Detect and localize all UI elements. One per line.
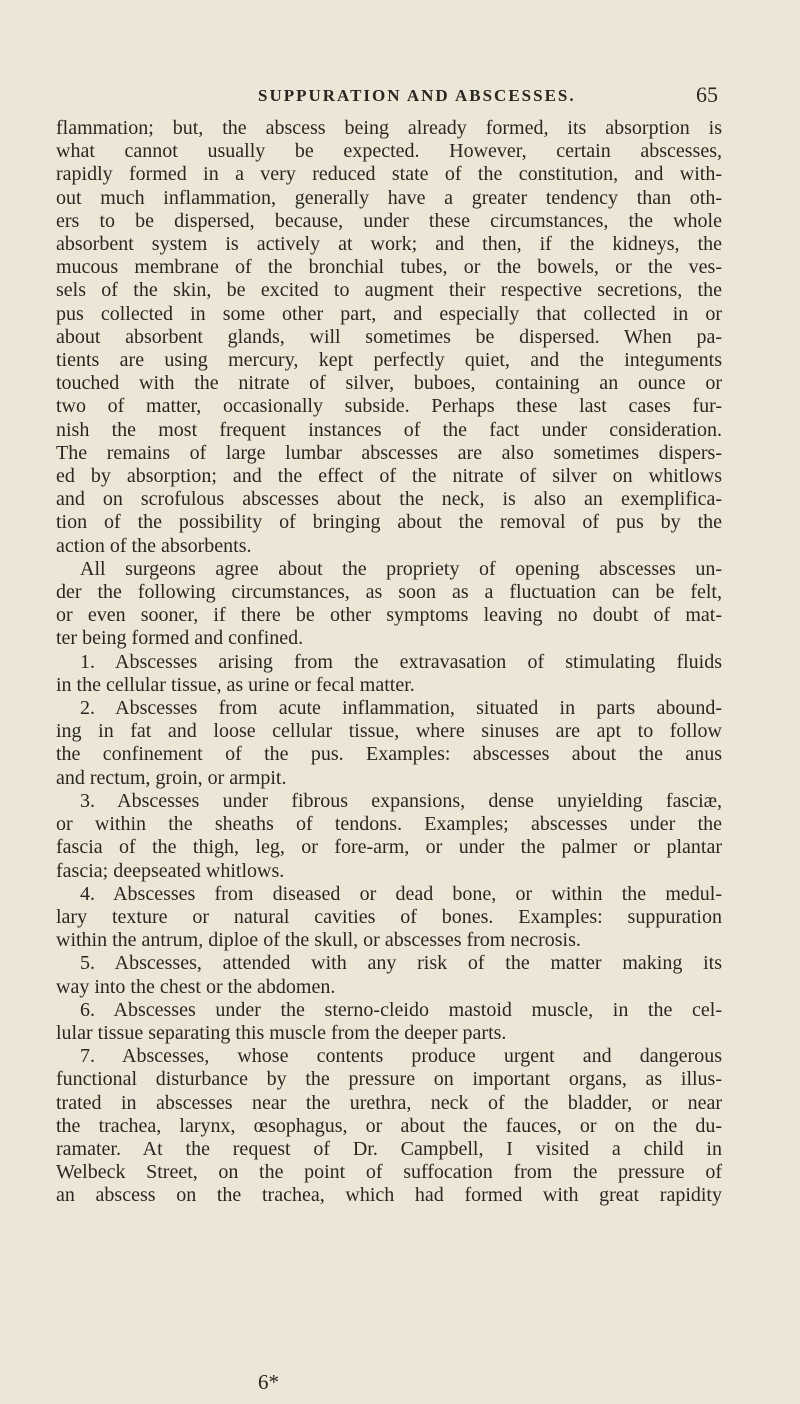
text-line: about absorbent glands, will sometimes be dispersed. When pa-: [56, 325, 722, 348]
text-line: der the following circumstances, as soon as a fluctuation can be felt,: [56, 581, 722, 604]
text-line: or within the sheaths of tendons. Examples; abscesses under the: [56, 813, 722, 836]
text-line: ing in fat and loose cellular tissue, where sinuses are apt to follow: [56, 720, 722, 743]
text-line: way into the chest or the abdomen.: [56, 975, 336, 998]
signature-mark: 6*: [258, 1370, 279, 1394]
text-line: an abscess on the trachea, which had formed with great rapidity: [56, 1184, 722, 1207]
text-line: action of the absorbents.: [56, 534, 252, 557]
text-line: two of matter, occasionally subside. Perhaps these last cases fur-: [56, 395, 722, 418]
text-line: 6. Abscesses under the sterno-cleido mastoid muscle, in the cel-: [80, 998, 722, 1021]
text-line: 7. Abscesses, whose contents produce urgent and dangerous: [80, 1045, 722, 1068]
text-line: the trachea, larynx, œsophagus, or about the fauces, or on the du-: [56, 1114, 722, 1137]
text-line: fascia of the thigh, leg, or fore-arm, or under the palmer or plantar: [56, 836, 722, 859]
text-line: lular tissue separating this muscle from the deeper parts.: [56, 1021, 507, 1044]
running-title: SUPPURATION AND ABSCESSES.: [258, 86, 576, 105]
text-line: touched with the nitrate of silver, buboes, containing an ounce or: [56, 372, 722, 395]
text-line: 1. Abscesses arising from the extravasation of stimulating fluids: [80, 650, 722, 673]
text-line: tion of the possibility of bringing about the removal of pus by the: [56, 511, 722, 534]
text-line: ed by absorption; and the effect of the nitrate of silver on whitlows: [56, 465, 722, 488]
text-line: The remains of large lumbar abscesses are also sometimes dispers-: [56, 441, 722, 464]
text-line: All surgeons agree about the propriety of opening abscesses un-: [80, 557, 722, 580]
text-line: out much inflammation, generally have a greater tendency than oth-: [56, 186, 722, 209]
text-line: pus collected in some other part, and especially that collected in or: [56, 302, 722, 325]
text-line: Welbeck Street, on the point of suffocation from the pressure of: [56, 1161, 722, 1184]
text-line: flammation; but, the abscess being already formed, its absorption is: [56, 117, 722, 139]
body-text: [56, 117, 722, 1208]
text-line: and on scrofulous abscesses about the neck, is also an exemplifica-: [56, 488, 722, 511]
text-line: the confinement of the pus. Examples: abscesses about the anus: [56, 743, 722, 766]
text-line: 5. Abscesses, attended with any risk of the matter making its: [80, 952, 722, 975]
text-line: trated in abscesses near the urethra, neck of the bladder, or near: [56, 1091, 722, 1114]
text-line: nish the most frequent instances of the fact under consideration.: [56, 418, 722, 441]
text-line: sels of the skin, be excited to augment their respective secretions, the: [56, 279, 722, 302]
text-line: fascia; deepseated whitlows.: [56, 859, 285, 882]
running-head: [218, 84, 718, 114]
text-line: ter being formed and confined.: [56, 627, 304, 650]
text-line: what cannot usually be expected. However, certain abscesses,: [56, 140, 722, 163]
text-line: within the antrum, diploe of the skull, or abscesses from necrosis.: [56, 929, 581, 952]
text-line: 3. Abscesses under fibrous expansions, dense unyielding fasciæ,: [80, 789, 722, 812]
text-line: absorbent system is actively at work; and then, if the kidneys, the: [56, 233, 722, 256]
text-line: or even sooner, if there be other symptoms leaving no doubt of mat-: [56, 604, 722, 627]
page-number: 65: [696, 82, 718, 107]
text-line: tients are using mercury, kept perfectly quiet, and the integuments: [56, 349, 722, 372]
text-line: lary texture or natural cavities of bones. Examples: suppuration: [56, 905, 722, 928]
text-line: and rectum, groin, or armpit.: [56, 766, 287, 789]
text-line: 2. Abscesses from acute inflammation, situated in parts abound-: [80, 697, 722, 720]
text-line: ers to be dispersed, because, under these circumstances, the whole: [56, 209, 722, 232]
text-line: functional disturbance by the pressure on important organs, as illus-: [56, 1068, 722, 1091]
text-line: 4. Abscesses from diseased or dead bone, or within the medul-: [80, 882, 722, 905]
text-line: rapidly formed in a very reduced state of the constitution, and with-: [56, 163, 722, 186]
text-line: ramater. At the request of Dr. Campbell, I visited a child in: [56, 1137, 722, 1160]
text-line: mucous membrane of the bronchial tubes, or the bowels, or the ves-: [56, 256, 722, 279]
text-line: in the cellular tissue, as urine or fecal matter.: [56, 673, 415, 696]
